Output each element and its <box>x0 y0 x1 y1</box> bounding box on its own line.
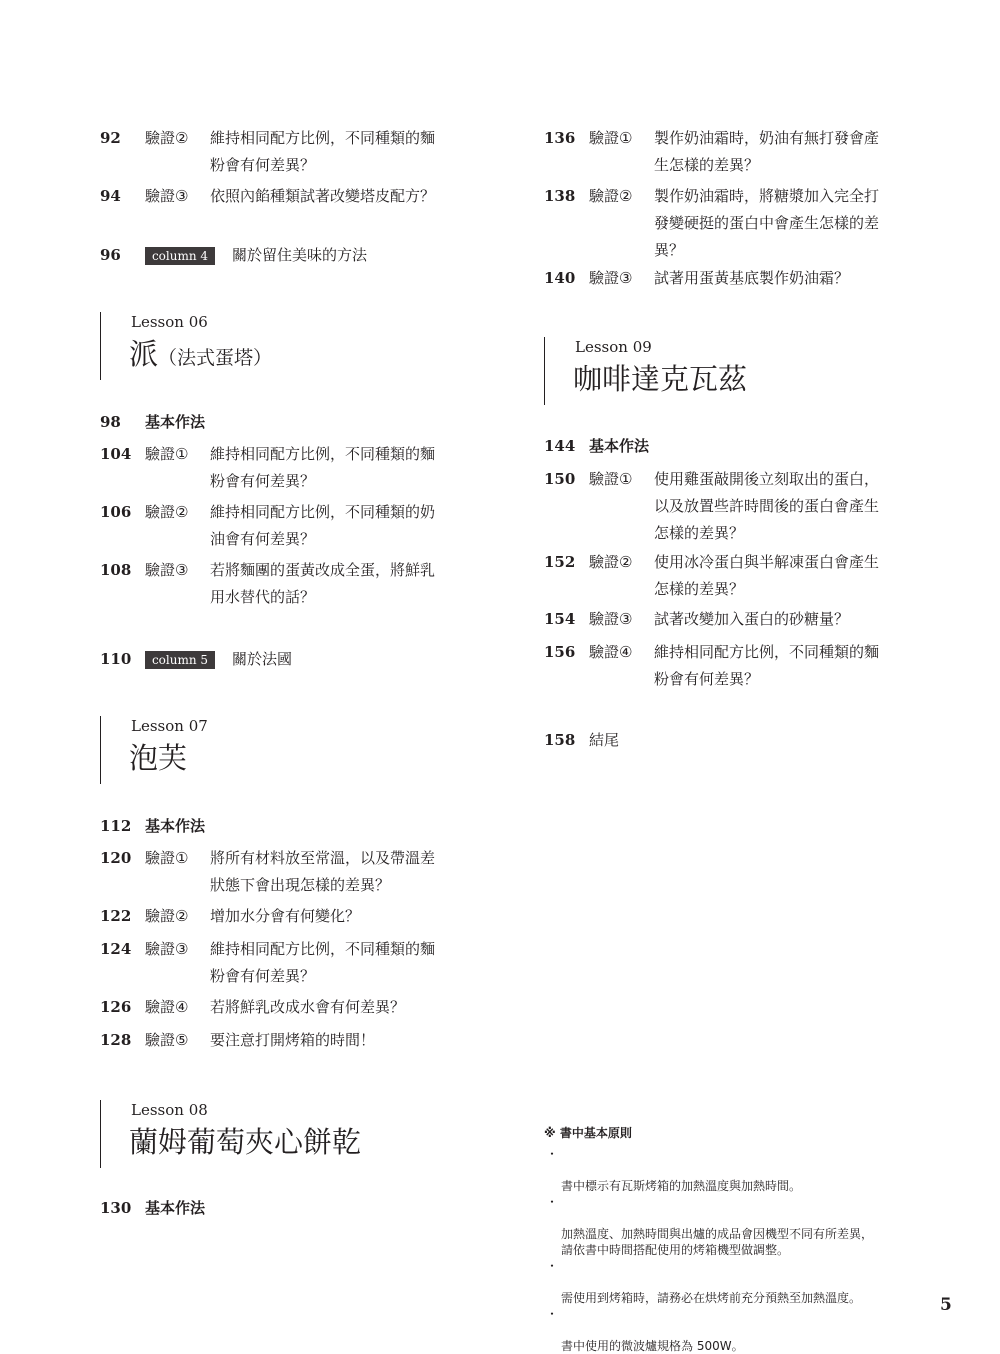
entry-label: 驗證③ <box>145 187 189 205</box>
entry-label: 驗證③ <box>145 940 189 958</box>
page-number: 106 <box>100 503 132 521</box>
page-number: 98 <box>100 413 121 431</box>
entry-title: 維持相同配方比例，不同種類的麵 粉會有何差異？ <box>210 445 436 490</box>
note-item <box>544 1258 964 1306</box>
page-number: 94 <box>100 187 121 205</box>
lesson-heading <box>100 312 521 380</box>
column-tag: column 4 <box>145 247 215 265</box>
entry-label: 驗證① <box>589 470 633 488</box>
entry-label: 驗證① <box>145 445 189 463</box>
page-number: 152 <box>544 553 576 571</box>
entry-label: 驗證② <box>589 187 633 205</box>
lesson-title-sub: （法式蛋塔） <box>158 347 273 369</box>
page-number: 92 <box>100 129 121 147</box>
entry-label: 基本作法 <box>145 1199 206 1217</box>
entry-title: 維持相同配方比例，不同種類的麵 粉會有何差異？ <box>210 129 436 174</box>
note-text: 加熱溫度、加熱時間與出爐的成品會因機型不同有所差異， 請依書中時間搭配使用的烤箱機型做調整。 <box>561 1227 874 1257</box>
note-item <box>544 1306 964 1354</box>
page-number: 126 <box>100 998 132 1016</box>
entry-label: 基本作法 <box>145 413 206 431</box>
page-number: 104 <box>100 445 132 463</box>
page-number: 156 <box>544 643 576 661</box>
entry-label: 驗證② <box>145 503 189 521</box>
lesson-heading <box>544 337 965 405</box>
entry-title: 將所有材料放至常溫，以及帶溫差 狀態下會出現怎樣的差異？ <box>210 849 436 894</box>
page-number: 154 <box>544 610 576 628</box>
entry-label: 驗證③ <box>589 269 633 287</box>
page-number: 112 <box>100 817 132 835</box>
entry-title: 若將鮮乳改成水會有何差異？ <box>210 998 406 1016</box>
page-number: 144 <box>544 437 576 455</box>
toc-entry[interactable] <box>100 1027 480 1107</box>
entry-label: 驗證② <box>145 907 189 925</box>
lesson-title-main: 派 <box>129 337 159 371</box>
bullet-icon: ・ <box>546 1195 559 1209</box>
bullet-icon: ・ <box>546 1147 559 1161</box>
lesson-number: Lesson 09 <box>575 338 652 356</box>
note-item <box>544 1146 964 1194</box>
entry-title: 增加水分會有何變化？ <box>210 907 361 925</box>
entry-label: 驗證① <box>589 129 633 147</box>
entry-title: 維持相同配方比例，不同種類的麵 粉會有何差異？ <box>654 643 880 688</box>
page-number: 108 <box>100 561 132 579</box>
lesson-title <box>129 334 272 378</box>
toc-entry[interactable] <box>544 639 924 719</box>
toc-entry[interactable] <box>100 557 480 637</box>
toc-column-entry[interactable] <box>100 646 480 726</box>
entry-label: 基本作法 <box>145 817 206 835</box>
page-number: 158 <box>544 731 576 749</box>
entry-title: 依照內餡種類試著改變塔皮配方？ <box>210 187 436 205</box>
lesson-number: Lesson 07 <box>131 717 208 735</box>
page-number: 120 <box>100 849 132 867</box>
entry-title: 維持相同配方比例，不同種類的奶 油會有何差異？ <box>210 503 436 548</box>
toc-entry[interactable] <box>544 183 924 263</box>
page-number: 136 <box>544 129 576 147</box>
entry-label: 驗證③ <box>589 610 633 628</box>
entry-title: 製作奶油霜時，奶油有無打發會產 生怎樣的差異？ <box>654 129 880 174</box>
note-text: 需使用到烤箱時，請務必在烘烤前充分預熱至加熱溫度。 <box>561 1291 862 1305</box>
notes-box <box>544 1124 964 1354</box>
entry-label: 驗證③ <box>145 561 189 579</box>
notes-heading: ※ 書中基本原則 <box>544 1126 632 1140</box>
toc-entry[interactable] <box>100 1195 480 1275</box>
bullet-icon: ・ <box>546 1307 559 1321</box>
page-number: 130 <box>100 1199 132 1217</box>
entry-title: 關於留住美味的方法 <box>232 246 368 264</box>
toc-entry[interactable] <box>544 265 924 345</box>
entry-title: 試著用蛋黃基底製作奶油霜？ <box>654 269 850 287</box>
entry-title: 維持相同配方比例，不同種類的麵 粉會有何差異？ <box>210 940 436 985</box>
entry-title: 若將麵團的蛋黃改成全蛋，將鮮乳 用水替代的話？ <box>210 561 436 606</box>
toc-column-entry[interactable] <box>100 242 480 322</box>
page-number: 128 <box>100 1031 132 1049</box>
lesson-number: Lesson 06 <box>131 313 208 331</box>
entry-label: 驗證⑤ <box>145 1031 189 1049</box>
entry-label: 驗證② <box>589 553 633 571</box>
entry-title: 要注意打開烤箱的時間！ <box>210 1031 376 1049</box>
entry-title: 使用冰冷蛋白與半解凍蛋白會產生 怎樣的差異？ <box>654 553 880 598</box>
folio-page-number: 5 <box>940 1295 952 1315</box>
note-item <box>544 1194 964 1258</box>
entry-label: 驗證④ <box>589 643 633 661</box>
entry-title: 關於法國 <box>232 650 293 668</box>
entry-title: 使用雞蛋敲開後立刻取出的蛋白， 以及放置些許時間後的蛋白會產生 怎樣的差異？ <box>654 470 880 542</box>
entry-label: 結尾 <box>589 731 620 749</box>
lesson-number: Lesson 08 <box>131 1101 208 1119</box>
lesson-heading <box>100 716 521 784</box>
entry-label: 驗證④ <box>145 998 189 1016</box>
page-number: 122 <box>100 907 132 925</box>
toc-entry[interactable] <box>544 727 924 807</box>
toc-entry[interactable] <box>544 466 924 546</box>
lesson-heading <box>100 1100 521 1168</box>
note-text: 書中使用的微波爐規格為 500W。 <box>561 1339 744 1353</box>
page-number: 150 <box>544 470 576 488</box>
entry-label: 驗證① <box>145 849 189 867</box>
bullet-icon: ・ <box>546 1259 559 1273</box>
note-text: 書中標示有瓦斯烤箱的加熱溫度與加熱時間。 <box>561 1179 802 1193</box>
page-number: 138 <box>544 187 576 205</box>
column-tag: column 5 <box>145 651 215 669</box>
page-number: 110 <box>100 650 132 668</box>
entry-label: 驗證② <box>145 129 189 147</box>
page-number: 96 <box>100 246 121 264</box>
entry-title: 試著改變加入蛋白的砂糖量？ <box>654 610 850 628</box>
page-number: 140 <box>544 269 576 287</box>
lesson-title: 泡芙 <box>129 741 188 775</box>
entry-label: 基本作法 <box>589 437 650 455</box>
lesson-title: 蘭姆葡萄夾心餅乾 <box>129 1125 362 1159</box>
lesson-title: 咖啡達克瓦茲 <box>573 362 748 396</box>
page-number: 124 <box>100 940 132 958</box>
entry-title: 製作奶油霜時，將糖漿加入完全打 發變硬挺的蛋白中會產生怎樣的差 異？ <box>654 187 880 259</box>
